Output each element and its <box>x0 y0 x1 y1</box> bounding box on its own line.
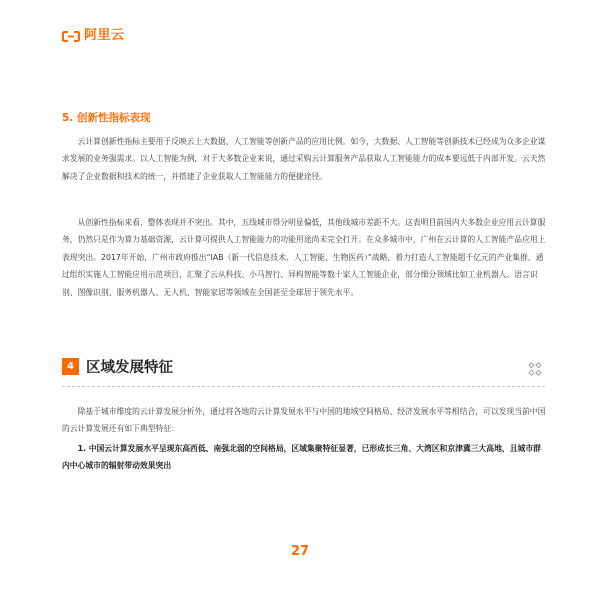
chapter-title: 区域发展特征 <box>86 360 173 376</box>
chapter-intro: 除基于城市维度的云计算发展分析外，通过将各地的云计算发展水平与中国的地域空间格局、经济发展水平等相结合，可以发现当前中国的云计算发展还有如下典型特征： <box>62 407 546 434</box>
section-paragraph-1: 云计算创新性指标主要用于反映云上大数据、人工智能等创新产品的应用比例。如今，大数据、人工智能等创新技术已经成为众多企业谋求发展的业务强需求。以人工智能为例，对于大多数企业来说，通过采购云计算服务产品获取人工智能能力的成本要远低于内部开发。云天然解决了企业数据和技术的统一，并搭建了企业获取人工智能能力的便捷途径。 <box>62 137 546 181</box>
page-number: 27 <box>290 544 310 559</box>
grid-diamonds-icon <box>528 361 542 375</box>
alibaba-cloud-logo-icon <box>62 31 80 41</box>
section-paragraph-2: 从创新性指标来看，整体表现并不突出。其中，五线城市得分明显偏低，其他线城市差距不大。这表明目前国内大多数企业应用云计算服务，仍然只是作为算力基础资源，云计算可提供人工智能能力的功能用途尚未完全打开。在众多城市中，广州在云计算的人工智能产品应用上表现突出。2017年开始，广州市政府推出“IAB（新一代信息技术、人工智能、生物医药）”战略，着力打造人工智能超千亿元的产业集群，通过组织实施人工智能应用示范项目，汇聚了云从科技、小马智行、异构智能等数十家人工智能企业，部分细分领域比如工业机器人、语言识别、图像识别、服务机器人、无人机、智能家居等领域在全国甚至全球居于领先水平。 <box>62 218 546 297</box>
logo-text: 阿里云 <box>84 28 125 43</box>
section-heading: 5. 创新性指标表现 <box>62 112 151 124</box>
section-divider <box>62 386 545 387</box>
chapter-point-1: 1. 中国云计算发展水平呈现东高西低、南强北弱的空间格局，区域集聚特征显著，已形成长三角、大湾区和京津冀三大高地，且城市群内中心城市的辐射带动效果突出 <box>62 444 541 471</box>
chapter-heading <box>62 356 173 377</box>
brand-logo <box>62 29 125 42</box>
chapter-number-badge: 4 <box>62 358 79 375</box>
